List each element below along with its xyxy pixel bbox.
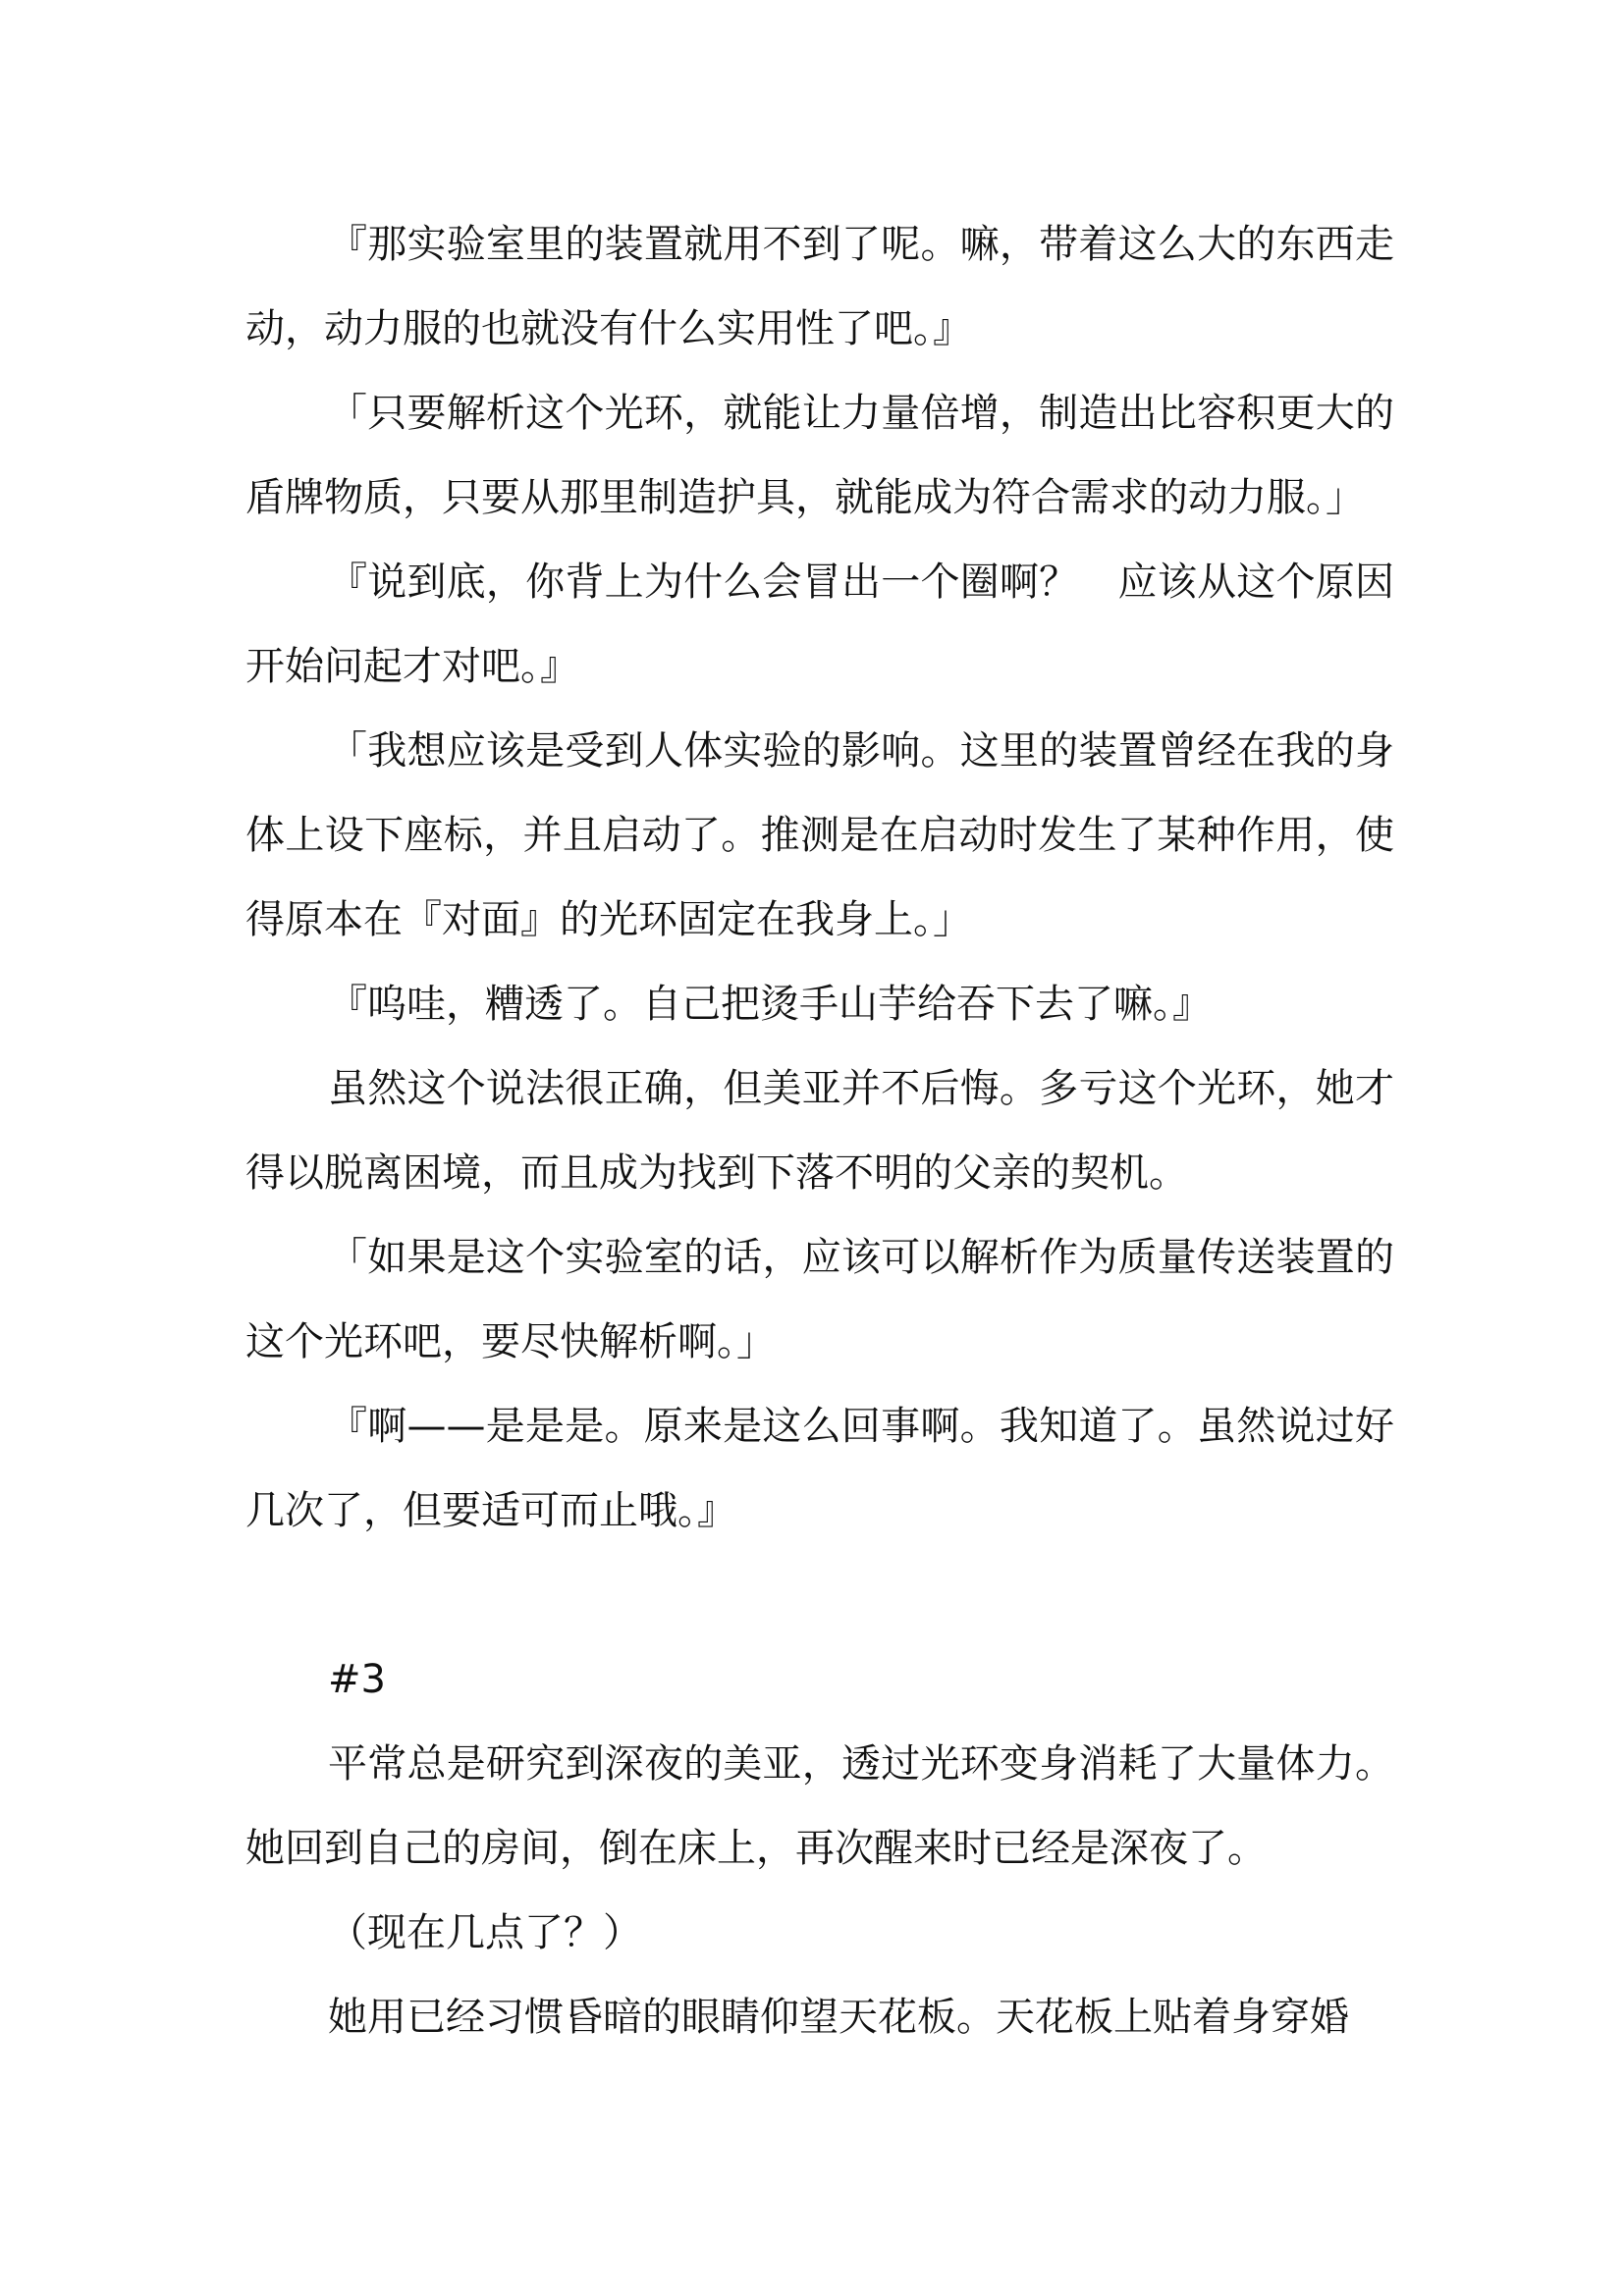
paragraph: 「如果是这个实验室的话，应该可以解析作为质量传送装置的这个光环吧，要尽快解析啊。」 — [245, 1235, 1394, 1364]
paragraph: 「只要解析这个光环，就能让力量倍增，制造出比容积更大的盾牌物质，只要从那里制造护具，就能成为符合需求的动力服。」 — [245, 391, 1394, 520]
blank-line — [245, 1553, 1394, 1637]
body-text — [245, 202, 1394, 2059]
paragraph: 『啊——是是是。原来是这么回事啊。我知道了。虽然说过好几次了，但要适可而止哦。』 — [245, 1404, 1394, 1533]
paragraph: 『那实验室里的装置就用不到了呢。嘛，带着这么大的东西走动，动力服的也就没有什么实用性了吧。』 — [245, 222, 1394, 351]
paragraph: 「我想应该是受到人体实验的影响。这里的装置曾经在我的身体上设下座标，并且启动了。推测是在启动时发生了某种作用，使得原本在『对面』的光环固定在我身上。」 — [245, 728, 1394, 942]
paragraph: 『呜哇，糟透了。自己把烫手山芋给吞下去了嘛。』 — [328, 982, 1212, 1027]
section-heading: #3 — [328, 1657, 386, 1702]
paragraph: 『说到底，你背上为什么会冒出一个圈啊？ 应该从这个原因开始问起才对吧。』 — [245, 560, 1394, 689]
paragraph: 虽然这个说法很正确，但美亚并不后悔。多亏这个光环，她才得以脱离困境，而且成为找到下落不明的父亲的契机。 — [245, 1066, 1394, 1196]
paragraph: （现在几点了？） — [328, 1910, 642, 1955]
paragraph: 她用已经习惯昏暗的眼睛仰望天花板。天花板上贴着身穿婚 — [328, 1995, 1349, 2040]
paragraph: 平常总是研究到深夜的美亚，透过光环变身消耗了大量体力。她回到自己的房间，倒在床上，再次醒来时已经是深夜了。 — [245, 1741, 1394, 1871]
